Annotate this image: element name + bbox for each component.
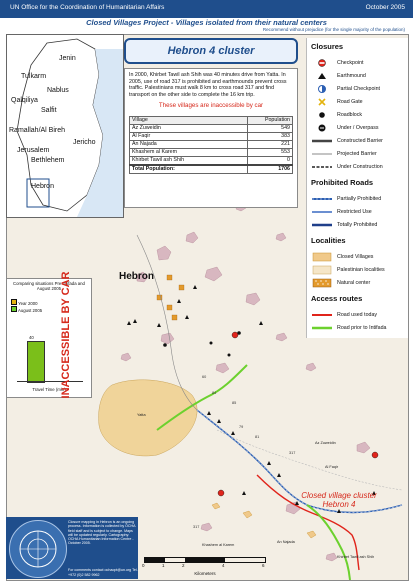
legend-item-totally-prohibited bbox=[311, 220, 408, 230]
inset-label-salfit: Salfit bbox=[41, 107, 57, 114]
roadblock-icon bbox=[311, 110, 333, 120]
un-emblem-icon bbox=[10, 521, 66, 577]
legend-label-2000: Year 2000 bbox=[18, 301, 38, 306]
header-bar bbox=[0, 0, 413, 18]
cluster-info-panel bbox=[124, 68, 298, 208]
earthmound-icon bbox=[311, 71, 333, 81]
legend-item-road-prior-intifada bbox=[311, 323, 408, 333]
inset-label-bethlehem: Bethlehem bbox=[31, 157, 65, 164]
inset-label-qalqiliya: Qalqiliya bbox=[11, 97, 38, 104]
table-row bbox=[130, 124, 293, 132]
village-name: Khashem al Karem bbox=[130, 148, 248, 156]
inset-label-hebron: Hebron bbox=[31, 183, 54, 190]
closed-villages-icon bbox=[311, 252, 333, 262]
legend-item-partially-prohibited bbox=[311, 194, 408, 204]
scale-unit: Kilometers bbox=[194, 571, 216, 576]
hebron-city-label: Hebron bbox=[119, 271, 154, 282]
scale-tick-2: 2 bbox=[182, 563, 185, 568]
scale-bar bbox=[140, 553, 270, 579]
map-date: October 2005 bbox=[365, 4, 405, 11]
road-prior-intifada-icon bbox=[311, 323, 333, 333]
totally-prohibited-icon bbox=[311, 220, 333, 230]
travel-time-bar bbox=[27, 341, 45, 383]
under-construction-icon bbox=[311, 162, 333, 172]
road-number-79: 79 bbox=[239, 425, 244, 429]
un-ocha-logo bbox=[9, 520, 67, 578]
legend-label: Earthmound bbox=[337, 73, 366, 79]
road-number-84: 84 bbox=[212, 391, 217, 395]
legend-access-title: Access routes bbox=[311, 294, 363, 303]
village-population: 383 bbox=[248, 132, 293, 140]
total-label: Total Population: bbox=[130, 165, 248, 174]
ocha-info-box bbox=[6, 517, 138, 579]
village-name: An Najada bbox=[130, 140, 248, 148]
inset-label-tulkarm: Tulkarm bbox=[21, 73, 47, 80]
table-row bbox=[130, 132, 293, 140]
village-population: 221 bbox=[248, 140, 293, 148]
west-bank-outline bbox=[17, 39, 103, 211]
cluster-title: Hebron 4 cluster bbox=[124, 38, 298, 64]
table-header-row bbox=[130, 116, 293, 124]
label-az-zuweidin: Az Zuweidin bbox=[315, 441, 336, 445]
scale-seg-2 bbox=[185, 558, 225, 562]
legend-label: Under Construction bbox=[337, 164, 383, 170]
table-row bbox=[130, 156, 293, 165]
natural-center-icon bbox=[311, 278, 333, 288]
checkpoint-icons bbox=[218, 332, 378, 496]
village-name: Az Zuweidin bbox=[130, 124, 248, 132]
west-bank-inset-map bbox=[6, 34, 124, 218]
road-gate-icon bbox=[311, 97, 333, 107]
scale-tick-1: 1 bbox=[162, 563, 165, 568]
inset-label-jericho: Jericho bbox=[73, 139, 96, 146]
scale-tick-0: 0 bbox=[142, 563, 145, 568]
legend-label: Road prior to Intifada bbox=[337, 325, 387, 331]
inaccessible-note: These villages are inaccessible by car bbox=[158, 102, 264, 110]
constructed-barrier-icon bbox=[311, 136, 333, 146]
cluster-description: In 2000, Khirbet Tawil ash Shih was 40 minutes drive from Yatta. In 2005, use of road 317 is prohibited and earthmounds prevent cross traffic. Palestinians must walk 8 km to cross road 317 and find transport on the other side to complete the 16 km trip. bbox=[129, 72, 287, 98]
cluster-label bbox=[279, 491, 399, 509]
legend-item-road-used-today bbox=[311, 310, 408, 320]
partial-checkpoint-icon bbox=[311, 84, 333, 94]
legend-label: Palestinian localities bbox=[337, 267, 385, 273]
inset-label-nablus: Nablus bbox=[47, 87, 69, 94]
label-al-faqir: Al Faqir bbox=[325, 465, 339, 469]
org-name: UN Office for the Coordination of Humanitarian Affairs bbox=[10, 4, 165, 11]
legend-label: Road used today bbox=[337, 312, 378, 318]
chart-title: Comparing situations Pre Intifada and August 2005 bbox=[13, 281, 85, 291]
legend-roads-title: Prohibited Roads bbox=[311, 178, 374, 187]
legend-label: Totally Prohibited bbox=[337, 222, 378, 228]
legend-item-road-gate bbox=[311, 97, 408, 107]
legend-label: Partial Checkpoint bbox=[337, 86, 380, 92]
road-used-today-icon bbox=[311, 310, 333, 320]
legend-closures-title: Closures bbox=[311, 42, 344, 51]
legend-label: Projected Barrier bbox=[337, 151, 377, 157]
col-village: Village bbox=[130, 116, 248, 124]
legend-item-roadblock bbox=[311, 110, 408, 120]
legend-swatch-2000 bbox=[11, 299, 17, 305]
legend-localities-title: Localities bbox=[311, 236, 346, 245]
legend-label: Restricted Use bbox=[337, 209, 372, 215]
road-number-60: 60 bbox=[202, 375, 207, 379]
chart-legend-2005 bbox=[11, 306, 42, 313]
chart-legend-2000 bbox=[11, 299, 38, 306]
scale-tick-4: 4 bbox=[222, 563, 225, 568]
village-name: Khirbet Tawil ash Shih bbox=[130, 156, 248, 165]
green-line bbox=[217, 430, 402, 490]
road-prior-intifada-2 bbox=[307, 505, 350, 580]
scale-seg-1 bbox=[145, 558, 165, 562]
road-number-317b: 317 bbox=[193, 525, 200, 529]
legend-item-natural-center bbox=[311, 278, 408, 288]
legend-item-restricted-use bbox=[311, 207, 408, 217]
map-subtitle: Closed Villages Project - Villages isolated from their natural centers bbox=[86, 18, 327, 27]
legend-item-overpass bbox=[311, 123, 408, 133]
legend-label-2005: August 2005 bbox=[17, 308, 43, 313]
restricted-use-icon bbox=[311, 207, 333, 217]
legend-label: Natural center bbox=[337, 280, 371, 286]
legend-item-checkpoint bbox=[311, 58, 408, 68]
palestinian-localities-icon bbox=[311, 265, 333, 275]
ocha-contact: For comments contact ochaopt@un.org Tel. +972 (0)2 582 9962 bbox=[68, 568, 138, 577]
legend-label: Under / Overpass bbox=[337, 125, 379, 131]
label-khashem-al-karem: Khashem al Karem bbox=[202, 543, 235, 547]
legend-label: Checkpoint bbox=[337, 60, 364, 66]
road-number-317: 317 bbox=[289, 451, 296, 455]
legend-label: Partially Prohibited bbox=[337, 196, 382, 202]
village-name: Al Faqir bbox=[130, 132, 248, 140]
checkpoint-icon bbox=[311, 58, 333, 68]
inset-label-jerusalem: Jerusalem bbox=[17, 147, 50, 154]
table-row bbox=[130, 140, 293, 148]
map-remark: Recommend without prejudice (for the single majority of the population) bbox=[262, 27, 405, 32]
village-population: 549 bbox=[248, 124, 293, 132]
legend-item-palestinian-localities bbox=[311, 265, 408, 275]
legend-label: Roadblock bbox=[337, 112, 363, 118]
total-value: 1706 bbox=[248, 165, 293, 174]
legend-label: Constructed Barrier bbox=[337, 138, 383, 144]
legend-item-constructed-barrier bbox=[311, 136, 408, 146]
village-population: 553 bbox=[248, 148, 293, 156]
map-legend bbox=[306, 38, 408, 338]
inaccessible-by-car-label: INACCESSIBLE BY CAR bbox=[60, 271, 72, 399]
legend-item-under-construction bbox=[311, 162, 408, 172]
label-khirbet-tawil: Khirbet Tawil ash Shih bbox=[337, 555, 375, 559]
village-population: 0 bbox=[248, 156, 293, 165]
overpass-icon bbox=[311, 123, 333, 133]
legend-label: Road Gate bbox=[337, 99, 363, 105]
legend-swatch-2005 bbox=[11, 306, 17, 312]
table-total-row bbox=[130, 165, 293, 174]
village-population-table bbox=[129, 116, 293, 174]
projected-barrier-icon bbox=[311, 149, 333, 159]
inset-label-ramallah: Ramallah/Al Bireh bbox=[9, 127, 66, 134]
partially-prohibited-icon bbox=[311, 194, 333, 204]
label-an-najada: An Najada bbox=[277, 540, 295, 544]
legend-label: Closed Villages bbox=[337, 254, 374, 260]
scale-tick-6: 6 bbox=[262, 563, 265, 568]
label-yatta: Yatta bbox=[137, 413, 146, 417]
legend-item-projected-barrier bbox=[311, 149, 408, 159]
legend-item-earthmound bbox=[311, 71, 408, 81]
roadblock-icons bbox=[163, 331, 241, 356]
road-number-85: 85 bbox=[232, 401, 237, 405]
road-number-81: 81 bbox=[255, 435, 260, 439]
bar-value-label: 40 bbox=[29, 335, 34, 340]
legend-item-closed-villages bbox=[311, 252, 408, 262]
col-population: Population bbox=[248, 116, 293, 124]
inset-label-jenin: Jenin bbox=[59, 55, 76, 62]
ocha-description: Closure mapping in Hebron is an ongoing process. Information is collected by OCHA field staff and is subject to change. Maps will be updated regularly. Cartography: OCHA Humanitarian Information Centre - October 2005. bbox=[68, 520, 136, 546]
yatta-locality bbox=[99, 380, 198, 456]
cluster-label-line2: Hebron 4 bbox=[322, 500, 356, 509]
travel-time-chart bbox=[6, 278, 92, 398]
natural-centers bbox=[157, 275, 184, 320]
chart-xlabel: Travel Time (min) bbox=[32, 387, 66, 392]
table-row bbox=[130, 148, 293, 156]
cluster-label-line1: Closed village cluster bbox=[301, 491, 377, 500]
legend-item-partial-checkpoint bbox=[311, 84, 408, 94]
inset-canvas bbox=[7, 35, 123, 217]
